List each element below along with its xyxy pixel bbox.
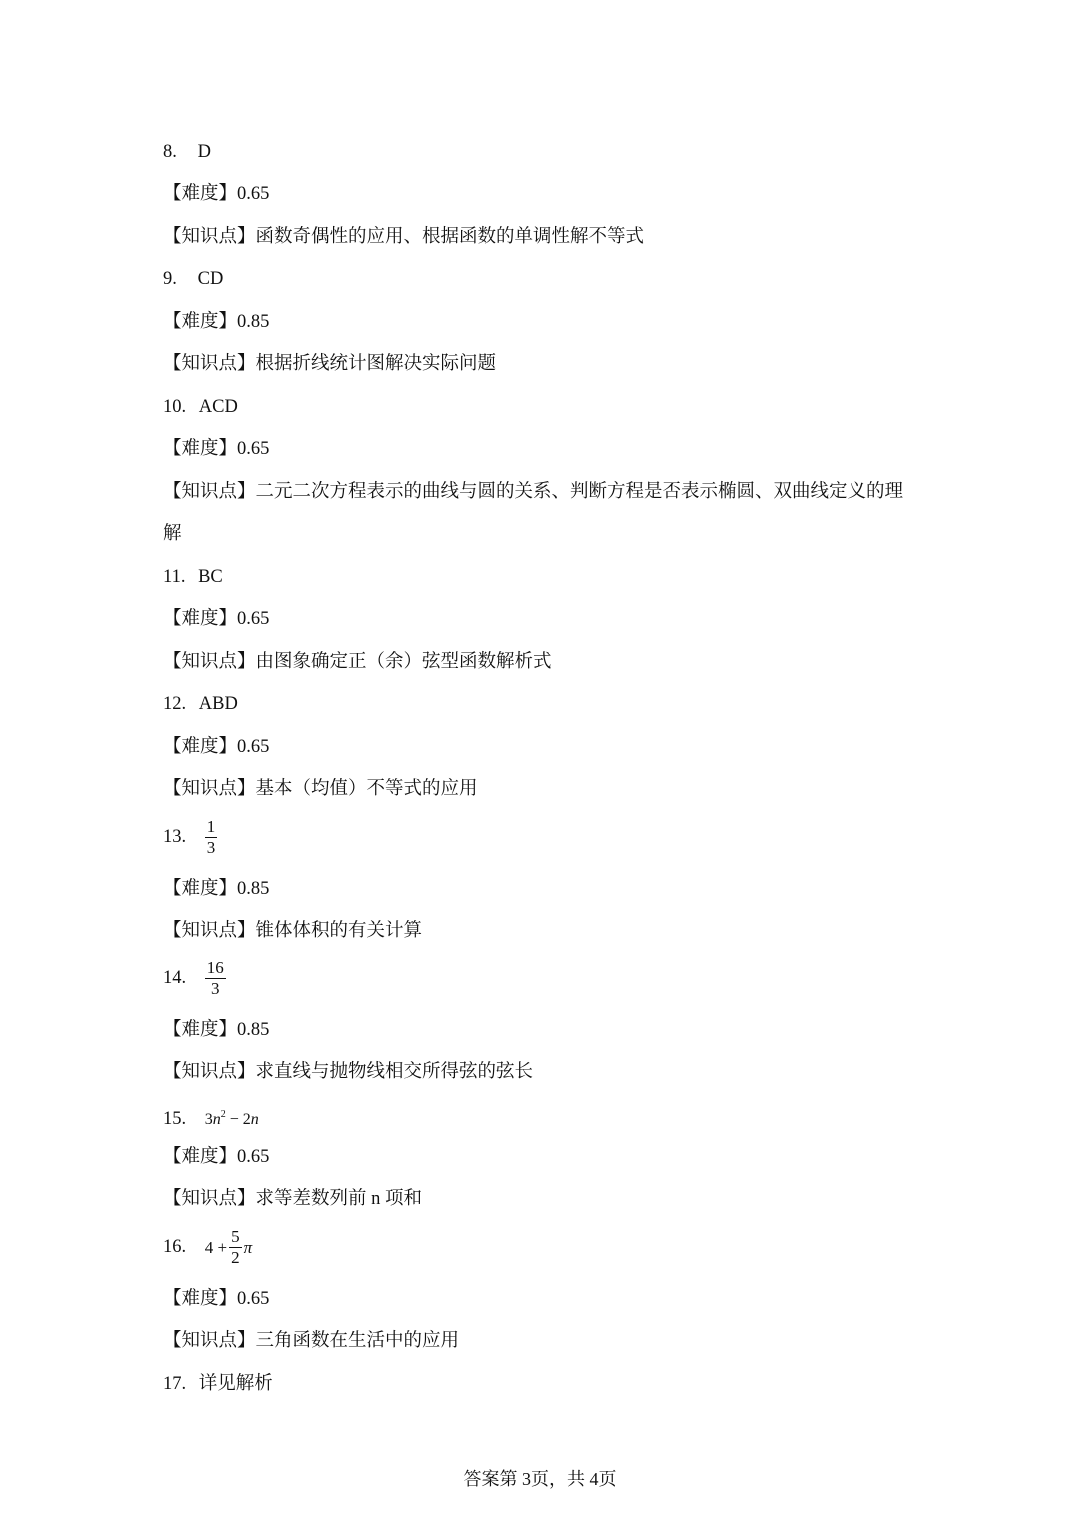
term: − 2: [225, 1111, 251, 1128]
item-number: 9.: [163, 269, 177, 289]
answer-item-14: [163, 958, 226, 999]
fraction: [229, 1227, 242, 1268]
item-number: 10.: [163, 397, 187, 417]
difficulty-line: 【难度】0.65: [163, 1289, 270, 1309]
fraction-answer: [205, 817, 218, 858]
item-number: 11.: [163, 567, 186, 587]
answer-item-12: [163, 692, 238, 716]
answer-item-17: [163, 1372, 273, 1396]
math-expression: [205, 1111, 259, 1128]
item-number: 17.: [163, 1374, 187, 1394]
answer-text: BC: [198, 567, 223, 587]
fraction-denominator: 2: [231, 1248, 240, 1267]
knowledge-point-line: 【知识点】三角函数在生活中的应用: [163, 1331, 460, 1351]
answer-item-8: [163, 140, 211, 164]
difficulty-line: 【难度】0.85: [163, 312, 270, 332]
fraction-answer: [205, 958, 226, 999]
knowledge-point-line: 【知识点】锥体体积的有关计算: [163, 921, 423, 941]
knowledge-point-line: 【知识点】函数奇偶性的应用、根据函数的单调性解不等式: [163, 227, 645, 247]
page-footer: 答案第 3页，共 4页: [463, 1469, 617, 1489]
difficulty-line: 【难度】0.85: [163, 879, 270, 899]
math-expression: [205, 1227, 252, 1268]
fraction-numerator: 5: [231, 1227, 240, 1246]
answer-item-16: [163, 1227, 252, 1268]
difficulty-line: 【难度】0.65: [163, 439, 270, 459]
knowledge-point-line: 【知识点】基本（均值）不等式的应用: [163, 779, 478, 799]
knowledge-point-line-continued: 解: [163, 524, 182, 544]
answer-item-13: [163, 817, 217, 858]
coefficient: 3: [204, 1111, 213, 1128]
answer-item-10: [163, 395, 238, 419]
answer-text: ABD: [198, 694, 238, 714]
item-number: 8.: [163, 142, 177, 162]
fraction-numerator: 16: [206, 958, 224, 977]
item-number: 15.: [163, 1109, 187, 1129]
difficulty-line: 【难度】0.85: [163, 1020, 270, 1040]
difficulty-line: 【难度】0.65: [163, 184, 270, 204]
difficulty-line: 【难度】0.65: [163, 737, 270, 757]
answer-item-11: [163, 565, 223, 589]
expr-prefix: 4 +: [204, 1237, 228, 1257]
difficulty-line: 【难度】0.65: [163, 609, 270, 629]
difficulty-line: 【难度】0.65: [163, 1147, 270, 1167]
item-number: 14.: [163, 967, 187, 988]
variable: n: [250, 1111, 259, 1128]
answer-item-9: [163, 267, 223, 291]
exponent: 2: [220, 1109, 226, 1120]
knowledge-point-line: 【知识点】求等差数列前 n 项和: [163, 1189, 423, 1209]
item-number: 13.: [163, 826, 187, 847]
knowledge-point-line: 【知识点】根据折线统计图解决实际问题: [163, 354, 497, 374]
fraction-denominator: 3: [206, 838, 216, 857]
variable: n: [212, 1111, 221, 1128]
answer-item-15: [163, 1103, 259, 1132]
fraction-denominator: 3: [211, 979, 220, 998]
fraction-numerator: 1: [206, 817, 216, 836]
item-number: 12.: [163, 694, 187, 714]
answer-text: CD: [197, 269, 224, 289]
answer-text: D: [197, 142, 211, 162]
answer-text: ACD: [198, 397, 238, 417]
knowledge-point-line: 【知识点】二元二次方程表示的曲线与圆的关系、判断方程是否表示椭圆、双曲线定义的理: [163, 482, 904, 502]
knowledge-point-line: 【知识点】求直线与抛物线相交所得弦的弦长: [163, 1062, 534, 1082]
answer-text: 详见解析: [198, 1374, 273, 1394]
item-number: 16.: [163, 1236, 187, 1257]
knowledge-point-line: 【知识点】由图象确定正（余）弦型函数解析式: [163, 652, 552, 672]
pi-symbol: π: [243, 1237, 253, 1257]
